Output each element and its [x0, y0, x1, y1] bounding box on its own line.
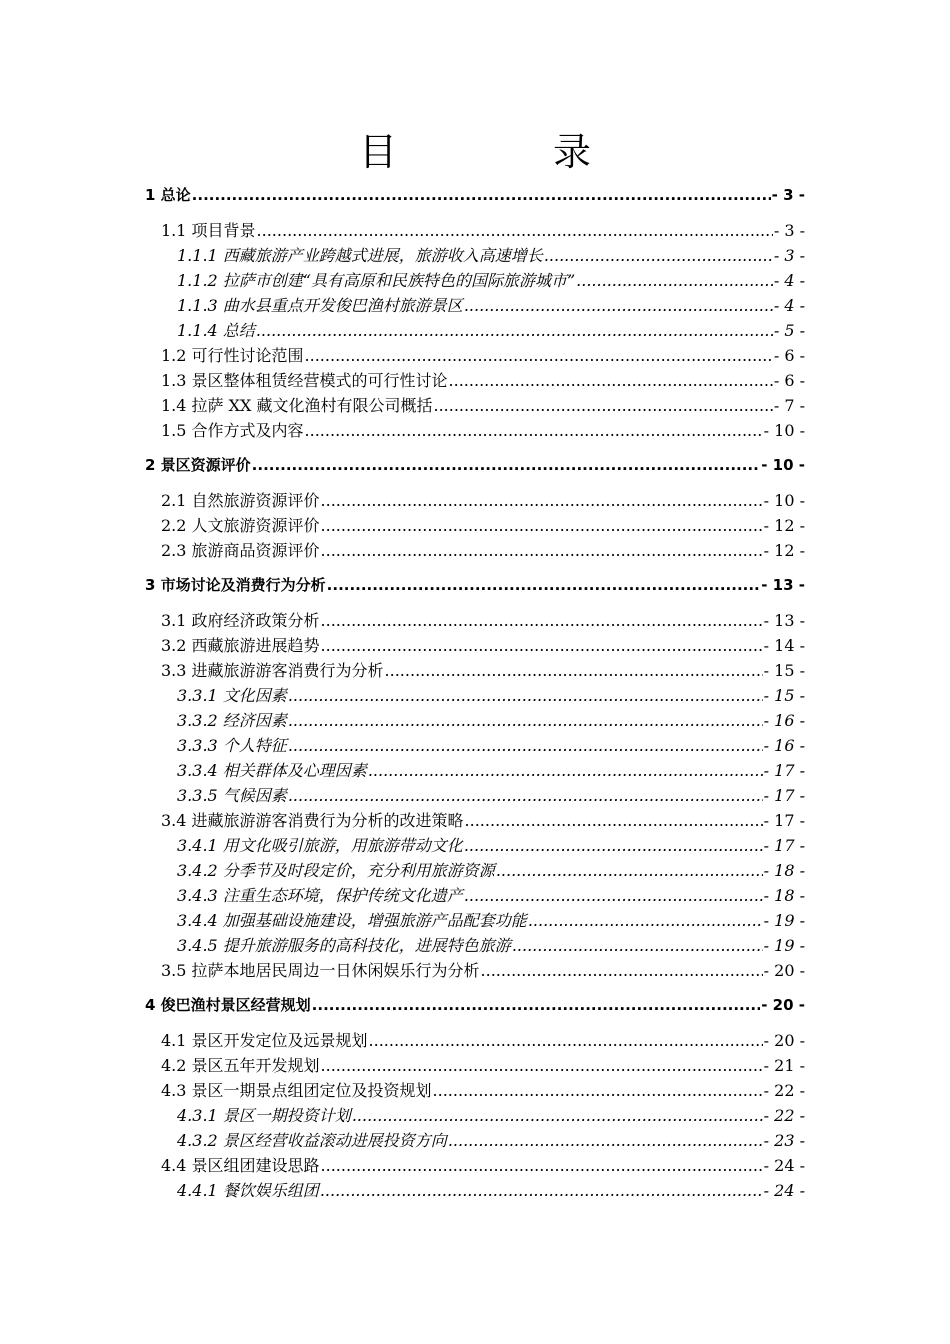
toc-leader-dots — [481, 958, 763, 983]
toc-entry[interactable] — [145, 318, 805, 343]
toc-entry[interactable] — [145, 808, 805, 833]
toc-entry[interactable] — [145, 538, 805, 563]
toc-entry-label: 3.3 进藏旅游游客消费行为分析 — [161, 661, 384, 680]
toc-entry-page: - 4 - — [773, 296, 805, 315]
toc-entry-page: - 17 - — [763, 786, 805, 805]
toc-leader-dots — [465, 808, 763, 833]
toc-leader-dots — [256, 318, 773, 343]
toc-entry-page: - 16 - — [763, 711, 805, 730]
toc-entry[interactable] — [145, 633, 805, 658]
toc-leader-dots — [321, 513, 763, 538]
toc-entry[interactable] — [145, 573, 805, 598]
toc-entry[interactable] — [145, 958, 805, 983]
toc-entry[interactable] — [145, 268, 805, 293]
toc-entry-page: - 22 - — [763, 1106, 805, 1125]
toc-entry-page: - 19 - — [763, 911, 805, 930]
toc-leader-dots — [434, 393, 773, 418]
toc-leader-dots — [305, 418, 763, 443]
toc-leader-dots — [288, 708, 763, 733]
toc-entry-label: 2 景区资源评价 — [145, 456, 251, 474]
toc-entry[interactable] — [145, 243, 805, 268]
toc-entry-label: 4.3 景区一期景点组团定位及投资规划 — [161, 1081, 432, 1100]
toc-entry[interactable] — [145, 758, 805, 783]
toc-entry-page: - 20 - — [761, 996, 805, 1014]
toc-entry[interactable] — [145, 933, 805, 958]
toc-entry-label: 1.4 拉萨 XX 藏文化渔村有限公司概括 — [161, 396, 433, 415]
toc-entry-page: - 22 - — [763, 1081, 805, 1100]
toc-entry[interactable] — [145, 858, 805, 883]
toc-entry[interactable] — [145, 733, 805, 758]
toc-entry-page: - 17 - — [763, 811, 805, 830]
toc-leader-dots — [528, 908, 763, 933]
toc-leader-dots — [305, 343, 773, 368]
toc-entry-page: - 10 - — [763, 491, 805, 510]
toc-entry-label: 3.2 西藏旅游进展趋势 — [161, 636, 320, 655]
toc-entry[interactable] — [145, 1178, 805, 1203]
toc-entry[interactable] — [145, 393, 805, 418]
toc-leader-dots — [496, 858, 763, 883]
toc-entry[interactable] — [145, 908, 805, 933]
toc-entry[interactable] — [145, 883, 805, 908]
toc-entry[interactable] — [145, 183, 805, 208]
toc-entry-page: - 10 - — [761, 456, 805, 474]
toc-entry[interactable] — [145, 343, 805, 368]
toc-entry-page: - 10 - — [763, 421, 805, 440]
toc-entry-label: 3.3.1 文化因素 — [177, 686, 287, 705]
toc-entry[interactable] — [145, 218, 805, 243]
toc-entry[interactable] — [145, 1053, 805, 1078]
table-of-contents — [145, 183, 805, 1203]
toc-entry[interactable] — [145, 1078, 805, 1103]
toc-leader-dots — [288, 733, 763, 758]
toc-leader-dots — [544, 243, 773, 268]
toc-entry-page: - 3 - — [773, 221, 805, 240]
toc-entry-page: - 5 - — [773, 321, 805, 340]
page-title: 目 录 — [358, 130, 664, 174]
toc-entry-page: - 17 - — [763, 836, 805, 855]
toc-entry-label: 3.4.3 注重生态环境，保护传统文化遗产 — [177, 886, 463, 905]
toc-entry-page: - 18 - — [763, 861, 805, 880]
toc-entry-page: - 6 - — [773, 346, 805, 365]
toc-entry[interactable] — [145, 608, 805, 633]
toc-leader-dots — [369, 1028, 763, 1053]
toc-entry-page: - 7 - — [773, 396, 805, 415]
toc-leader-dots — [368, 758, 763, 783]
toc-leader-dots — [576, 268, 773, 293]
toc-entry-label: 3.5 拉萨本地居民周边一日休闲娱乐行为分析 — [161, 961, 480, 980]
toc-entry-label: 1 总论 — [145, 186, 191, 204]
toc-leader-dots — [192, 183, 771, 208]
toc-entry-label: 2.2 人文旅游资源评价 — [161, 516, 320, 535]
toc-entry-page: - 20 - — [763, 961, 805, 980]
toc-leader-dots — [321, 1153, 763, 1178]
toc-entry-label: 1.1 项目背景 — [161, 221, 256, 240]
toc-entry-page: - 13 - — [763, 611, 805, 630]
toc-entry-page: - 17 - — [763, 761, 805, 780]
toc-entry[interactable] — [145, 488, 805, 513]
toc-leader-dots — [449, 368, 773, 393]
toc-entry-label: 4.2 景区五年开发规划 — [161, 1056, 320, 1075]
toc-leader-dots — [512, 933, 763, 958]
toc-leader-dots — [312, 993, 761, 1018]
toc-entry-page: - 12 - — [763, 541, 805, 560]
toc-leader-dots — [321, 608, 763, 633]
toc-entry-label: 3.4.4 加强基础设施建设，增强旅游产品配套功能 — [177, 911, 527, 930]
toc-entry[interactable] — [145, 293, 805, 318]
toc-leader-dots — [464, 833, 763, 858]
toc-entry-page: - 3 - — [773, 246, 805, 265]
toc-leader-dots — [321, 633, 763, 658]
toc-entry-label: 3.4.5 提升旅游服务的高科技化，进展特色旅游 — [177, 936, 511, 955]
toc-entry-label: 1.5 合作方式及内容 — [161, 421, 304, 440]
toc-entry[interactable] — [145, 833, 805, 858]
toc-entry-label: 2.3 旅游商品资源评价 — [161, 541, 320, 560]
toc-leader-dots — [385, 658, 763, 683]
toc-entry-label: 4 俊巴渔村景区经营规划 — [145, 996, 311, 1014]
toc-entry-page: - 3 - — [771, 186, 805, 204]
toc-entry-label: 3.4 进藏旅游游客消费行为分析的改进策略 — [161, 811, 464, 830]
toc-entry[interactable] — [145, 1128, 805, 1153]
toc-entry[interactable] — [145, 993, 805, 1018]
toc-entry-label: 3.4.1 用文化吸引旅游，用旅游带动文化 — [177, 836, 463, 855]
toc-entry-page: - 15 - — [763, 661, 805, 680]
toc-entry-label: 1.1.4 总结 — [177, 321, 255, 340]
toc-entry[interactable] — [145, 513, 805, 538]
toc-leader-dots — [448, 1128, 763, 1153]
toc-entry[interactable] — [145, 418, 805, 443]
toc-entry[interactable] — [145, 368, 805, 393]
toc-entry-page: - 16 - — [763, 736, 805, 755]
toc-entry-label: 4.4.1 餐饮娱乐组团 — [177, 1181, 319, 1200]
toc-leader-dots — [288, 683, 763, 708]
toc-entry-label: 3.4.2 分季节及时段定价，充分利用旅游资源 — [177, 861, 495, 880]
toc-leader-dots — [257, 218, 773, 243]
toc-leader-dots — [321, 538, 763, 563]
toc-entry-label: 3 市场讨论及消费行为分析 — [145, 576, 326, 594]
toc-entry-label: 2.1 自然旅游资源评价 — [161, 491, 320, 510]
toc-entry-label: 1.1.1 西藏旅游产业跨越式进展，旅游收入高速增长 — [177, 246, 543, 265]
toc-entry[interactable] — [145, 1153, 805, 1178]
toc-leader-dots — [321, 488, 763, 513]
toc-entry-page: - 12 - — [763, 516, 805, 535]
toc-leader-dots — [320, 1178, 763, 1203]
toc-entry-page: - 21 - — [763, 1056, 805, 1075]
toc-entry-page: - 4 - — [773, 271, 805, 290]
toc-entry-label: 1.1.2 拉萨市创建“具有高原和民族特色的国际旅游城市” — [177, 271, 576, 290]
toc-entry[interactable] — [145, 453, 805, 478]
toc-leader-dots — [464, 293, 773, 318]
toc-entry[interactable] — [145, 683, 805, 708]
toc-entry-label: 3.3.4 相关群体及心理因素 — [177, 761, 367, 780]
toc-entry-label: 1.3 景区整体租赁经营模式的可行性讨论 — [161, 371, 448, 390]
toc-entry-page: - 6 - — [773, 371, 805, 390]
toc-entry-label: 4.3.1 景区一期投资计划 — [177, 1106, 351, 1125]
toc-entry-label: 3.1 政府经济政策分析 — [161, 611, 320, 630]
toc-entry-page: - 24 - — [763, 1181, 805, 1200]
toc-entry[interactable] — [145, 783, 805, 808]
toc-entry-label: 1.2 可行性讨论范围 — [161, 346, 304, 365]
toc-leader-dots — [464, 883, 763, 908]
toc-entry-page: - 15 - — [763, 686, 805, 705]
toc-entry-label: 1.1.3 曲水县重点开发俊巴渔村旅游景区 — [177, 296, 463, 315]
toc-entry-label: 4.4 景区组团建设思路 — [161, 1156, 320, 1175]
toc-entry[interactable] — [145, 708, 805, 733]
toc-entry-label: 4.1 景区开发定位及远景规划 — [161, 1031, 368, 1050]
toc-entry-label: 3.3.5 气候因素 — [177, 786, 287, 805]
toc-leader-dots — [321, 1053, 763, 1078]
toc-entry-label: 3.3.2 经济因素 — [177, 711, 287, 730]
toc-entry[interactable] — [145, 658, 805, 683]
toc-entry-page: - 13 - — [761, 576, 805, 594]
toc-leader-dots — [352, 1103, 763, 1128]
toc-entry-label: 4.3.2 景区经营收益滚动进展投资方向 — [177, 1131, 447, 1150]
toc-entry-page: - 14 - — [763, 636, 805, 655]
toc-leader-dots — [433, 1078, 763, 1103]
toc-entry[interactable] — [145, 1103, 805, 1128]
toc-entry-label: 3.3.3 个人特征 — [177, 736, 287, 755]
toc-leader-dots — [252, 453, 761, 478]
toc-entry[interactable] — [145, 1028, 805, 1053]
toc-leader-dots — [288, 783, 763, 808]
toc-entry-page: - 24 - — [763, 1156, 805, 1175]
toc-entry-page: - 19 - — [763, 936, 805, 955]
toc-entry-page: - 23 - — [763, 1131, 805, 1150]
toc-entry-page: - 18 - — [763, 886, 805, 905]
toc-entry-page: - 20 - — [763, 1031, 805, 1050]
toc-leader-dots — [327, 573, 761, 598]
